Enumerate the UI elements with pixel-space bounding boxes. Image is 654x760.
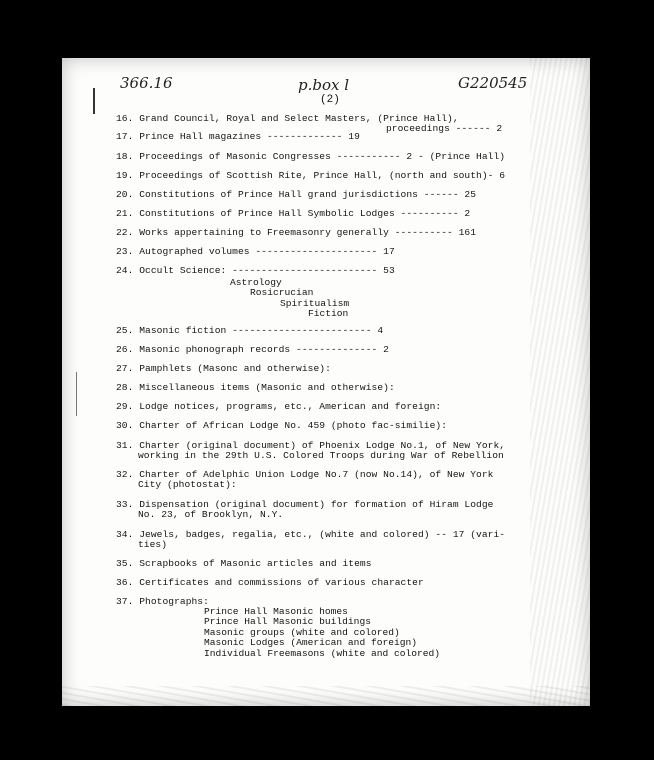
item-text: Grand Council, Royal and Select Masters, (Prince Hall),	[139, 113, 459, 124]
list-item	[116, 228, 476, 238]
item-number: 36.	[116, 577, 134, 588]
item-text: Charter of African Lodge No. 459 (photo fac-similie):	[139, 420, 448, 431]
list-item	[116, 266, 395, 276]
list-item	[116, 421, 447, 431]
item-text: Scrapbooks of Masonic articles and items	[139, 558, 372, 569]
margin-bracket-mark	[93, 88, 95, 114]
item-number: 22.	[116, 227, 134, 238]
margin-pencil-mark	[76, 372, 77, 416]
item-number: 37.	[116, 596, 134, 607]
list-item	[116, 345, 389, 355]
list-item	[116, 364, 331, 374]
list-item	[116, 597, 209, 607]
item-continuation: No. 23, of Brooklyn, N.Y.	[138, 509, 284, 520]
handwritten-accession-number: G220545	[458, 74, 528, 92]
item-number: 24.	[116, 265, 134, 276]
item-text: Masonic fiction ------------------------ 4	[139, 325, 384, 336]
photo-subitem: Prince Hall Masonic homes	[204, 606, 348, 617]
handwritten-call-number: 366.16	[120, 74, 173, 92]
list-item	[116, 530, 505, 540]
item-text: Certificates and commissions of various character	[139, 577, 424, 588]
scan-noise-bottom	[62, 686, 590, 706]
photo-subitem: Prince Hall Masonic buildings	[204, 616, 371, 628]
list-item	[116, 559, 372, 569]
item-number: 34.	[116, 529, 134, 540]
photo-subitem: Masonic Lodges (American and foreign)	[204, 637, 418, 649]
item-number: 17.	[116, 131, 134, 142]
item-continuation: City (photostat):	[138, 479, 237, 490]
item-text: Occult Science: ------------------------- 53	[139, 265, 395, 276]
list-item	[116, 578, 424, 588]
item-continuation: working in the 29th U.S. Colored Troops during War of Rebellion	[138, 450, 504, 461]
photo-subitem: Masonic groups (white and colored)	[204, 626, 400, 638]
item-text: Charter (original document) of Phoenix Lodge No.1, of New York,	[139, 440, 506, 451]
item-number: 18.	[116, 151, 134, 162]
item-text: Constitutions of Prince Hall grand jurisdictions ------ 25	[139, 189, 477, 200]
item-text: Masonic phonograph records -------------- 2	[139, 344, 389, 355]
list-item	[116, 190, 476, 200]
occult-subitem: Rosicrucian	[250, 287, 314, 299]
item-text: Dispensation (original document) for formation of Hiram Lodge	[139, 499, 494, 510]
list-item	[116, 383, 395, 393]
item-number: 31.	[116, 440, 134, 451]
item-number: 30.	[116, 420, 134, 431]
list-item	[116, 402, 441, 412]
item-text: Charter of Adelphic Union Lodge No.7 (now No.14), of New York	[139, 469, 494, 480]
item-text: Autographed volumes --------------------- 17	[139, 246, 395, 257]
list-item	[116, 152, 505, 162]
item-text: Proceedings of Scottish Rite, Prince Hall, (north and south)- 6	[139, 170, 506, 181]
item-continuation: proceedings ------ 2	[386, 123, 503, 134]
occult-subitem: Fiction	[308, 308, 349, 320]
item-number: 35.	[116, 558, 134, 569]
item-continuation: ties)	[138, 539, 168, 550]
item-number: 23.	[116, 246, 134, 257]
item-number: 28.	[116, 382, 134, 393]
item-number: 27.	[116, 363, 134, 374]
item-text: Photographs:	[139, 596, 209, 607]
item-number: 16.	[116, 113, 134, 124]
item-text: Jewels, badges, regalia, etc., (white and colored) -- 17 (vari-	[139, 529, 506, 540]
list-item	[116, 132, 360, 142]
list-item	[116, 209, 470, 219]
list-item	[116, 171, 505, 181]
item-text: Lodge notices, programs, etc., American and foreign:	[139, 401, 442, 412]
list-item	[116, 326, 383, 336]
item-text: Constitutions of Prince Hall Symbolic Lodges ---------- 2	[139, 208, 471, 219]
item-number: 19.	[116, 170, 134, 181]
document-page	[62, 58, 590, 706]
item-text: Proceedings of Masonic Congresses ----------- 2 - (Prince Hall)	[139, 151, 506, 162]
item-number: 33.	[116, 499, 134, 510]
list-item	[116, 247, 395, 257]
scan-noise-right	[530, 58, 590, 706]
item-number: 26.	[116, 344, 134, 355]
photo-subitem: Individual Freemasons (white and colored)	[204, 647, 441, 659]
item-number: 25.	[116, 325, 134, 336]
item-number: 20.	[116, 189, 134, 200]
occult-subitem: Astrology	[230, 277, 282, 288]
handwritten-box-label: p.box l	[298, 76, 350, 94]
item-text: Miscellaneous items (Masonic and otherwise):	[139, 382, 395, 393]
page-number: (2)	[320, 94, 340, 106]
item-text: Prince Hall magazines ------------- 19	[139, 131, 360, 142]
item-text: Pamphlets (Masonc and otherwise):	[139, 363, 331, 374]
item-number: 21.	[116, 208, 134, 219]
item-text: Works appertaining to Freemasonry generally ---------- 161	[139, 227, 477, 238]
occult-subitem: Spiritualism	[280, 297, 350, 309]
item-number: 32.	[116, 469, 134, 480]
item-number: 29.	[116, 401, 134, 412]
